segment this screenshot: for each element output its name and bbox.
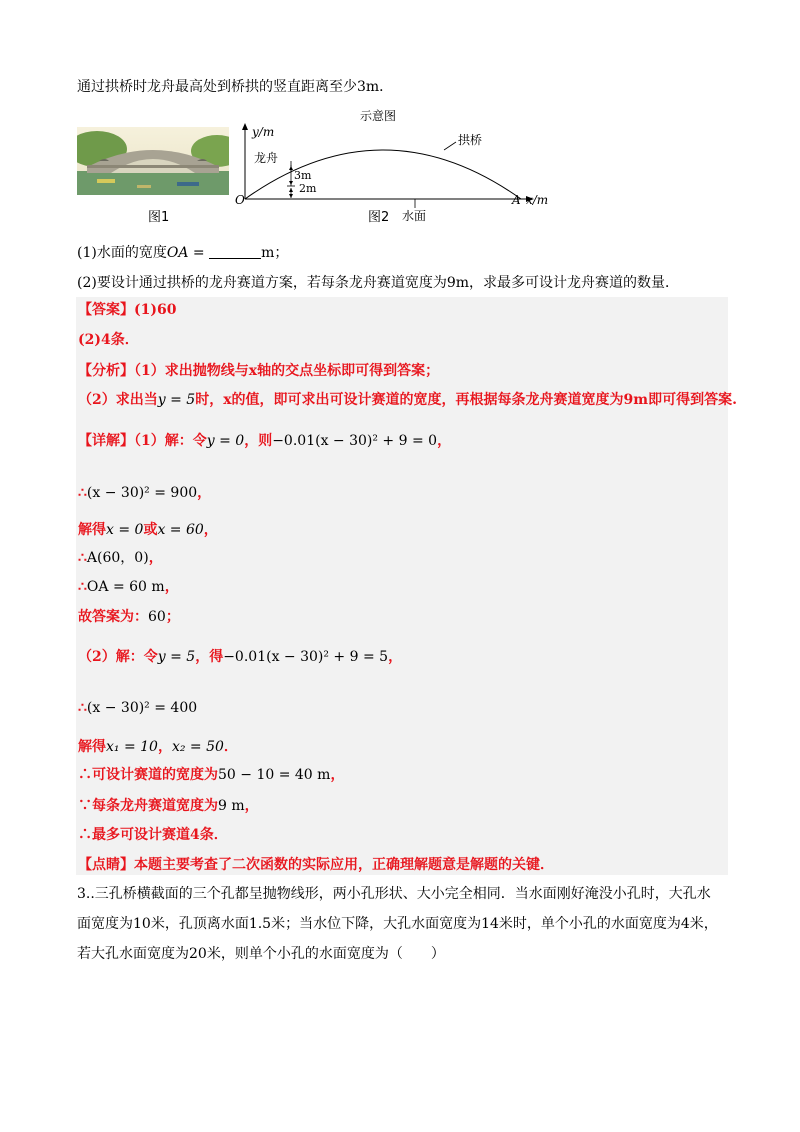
- origin-label: O: [235, 193, 245, 207]
- detail-t4b: 50 − 10 = 40 m: [218, 767, 331, 783]
- x-axis-label: x/m: [526, 193, 549, 207]
- detail-t3b: x₁ = 10: [106, 739, 158, 755]
- detail-s3d: x = 60: [157, 522, 204, 538]
- detail-line-8: [78, 699, 197, 717]
- detail-s6b: 60: [148, 609, 166, 625]
- q1-prefix: (1)水面的宽度: [77, 245, 167, 261]
- detail-t3e: ．: [223, 739, 238, 755]
- detail-s5a: ∴: [78, 579, 87, 595]
- label-2m: 2m: [299, 182, 317, 195]
- water-label: 水面: [402, 209, 427, 223]
- diagram-title: 示意图: [360, 109, 397, 123]
- detail-t2b: (x − 30)² = 400: [86, 700, 198, 716]
- analysis-line-2: [78, 391, 737, 409]
- detail-line-1: [78, 432, 451, 450]
- detail-t4a: ∴可设计赛道的宽度为: [78, 767, 218, 783]
- detail-s1a: （1）解：令: [134, 433, 207, 449]
- comment-line: [78, 856, 554, 874]
- arch-curve: [245, 150, 521, 199]
- intro-text: 通过拱桥时龙舟最高处到桥拱的竖直距离至少3m．: [77, 79, 394, 95]
- question-3-line-2: 面宽度为10米，孔顶离水面1.5米；当水位下降，大孔水面宽度为14米时，单个小孔的水面宽度为4米，: [77, 916, 718, 932]
- label-3m: 3m: [294, 169, 312, 182]
- detail-s1e: ，: [437, 433, 452, 449]
- detail-s1b: y = 0: [206, 433, 245, 449]
- detail-s3c: 或: [143, 522, 158, 538]
- question-1: (1)水面的宽度OA = m；: [77, 245, 289, 261]
- detail-line-3: [78, 521, 218, 539]
- detail-t1b: y = 5: [157, 649, 196, 665]
- detail-s2c: ，: [197, 485, 212, 501]
- detail-t3a: 解得: [78, 739, 106, 755]
- detail-t5b: 9 m: [218, 798, 245, 814]
- figure2-caption: 图2: [368, 210, 390, 225]
- detail-s1d: −0.01(x − 30)² + 9 = 0: [272, 433, 438, 449]
- answer-1: (1)60: [134, 302, 177, 318]
- detail-t1c: ，得: [195, 649, 224, 665]
- detail-s4b: A(60，0): [86, 550, 149, 566]
- bridge-photo: [77, 127, 229, 195]
- detail-s6c: ；: [165, 609, 180, 625]
- detail-line-2: [78, 484, 211, 502]
- detail-s6a: 故答案为：: [78, 609, 148, 625]
- detail-s4c: ，: [148, 550, 163, 566]
- q1-var: OA: [166, 245, 189, 261]
- question-2: (2)要设计通过拱桥的龙舟赛道方案，若每条龙舟赛道宽度为9m，求最多可设计龙舟赛道的数量．: [77, 275, 680, 291]
- detail-s3e: ，: [203, 522, 218, 538]
- detail-s3b: x = 0: [106, 522, 144, 538]
- answer-tag: 【答案】: [78, 302, 134, 318]
- detail-t1d: −0.01(x − 30)² + 9 = 5: [223, 649, 389, 665]
- answer-line-1: [78, 301, 176, 319]
- detail-t5c: ，: [244, 798, 259, 814]
- question-3-line-1: 3..三孔桥横截面的三个孔都呈抛物线形，两小孔形状、大小完全相同．当水面刚好淹没小孔时，大孔水: [77, 886, 711, 902]
- analysis-line-1: [78, 362, 439, 380]
- detail-line-5: [78, 578, 179, 596]
- detail-line-12: ∴最多可设计赛道4条．: [78, 827, 228, 843]
- detail-t3d: x₂ = 50: [171, 739, 224, 755]
- detail-t3c: ，: [157, 739, 172, 755]
- figure1-caption: 图1: [148, 210, 170, 225]
- point-a-label: A: [512, 193, 521, 207]
- detail-s4a: ∴: [78, 550, 87, 566]
- comment-tag: 【点睛】: [78, 857, 134, 873]
- analysis-tag: 【分析】: [78, 363, 134, 379]
- question-3-line-3: 若大孔水面宽度为20米，则单个小孔的水面宽度为（ ）: [77, 946, 445, 962]
- analysis-1: （1）求出抛物线与x轴的交点坐标即可得到答案；: [134, 363, 440, 379]
- q1-suffix: m；: [261, 245, 289, 261]
- analysis-2b: y = 5: [157, 392, 196, 408]
- analysis-2a: （2）求出当: [78, 392, 158, 408]
- arch-label: 拱桥: [458, 133, 483, 147]
- detail-line-9: [78, 738, 238, 756]
- detail-s5c: ，: [164, 579, 179, 595]
- detail-s2a: ∴: [78, 485, 87, 501]
- detail-line-10: [78, 766, 344, 784]
- detail-line-7: [78, 648, 402, 666]
- comment-text: 本题主要考查了二次函数的实际应用，正确理解题意是解题的关键．: [134, 857, 554, 873]
- detail-t2a: ∴: [78, 700, 87, 716]
- answer-line-2: (2)4条．: [78, 332, 139, 348]
- detail-s2b: (x − 30)² = 900: [86, 485, 198, 501]
- detail-t4c: ，: [330, 767, 345, 783]
- detail-s1c: ，则: [244, 433, 273, 449]
- y-axis-label: y/m: [252, 125, 275, 139]
- detail-t5a: ∵每条龙舟赛道宽度为: [78, 798, 218, 814]
- detail-s3a: 解得: [78, 522, 106, 538]
- detail-line-11: [78, 797, 259, 815]
- detail-tag: 【详解】: [78, 433, 134, 449]
- detail-s5b: OA = 60 m: [86, 579, 165, 595]
- boat-label: 龙舟: [254, 151, 279, 165]
- detail-line-4: [78, 549, 163, 567]
- detail-t1e: ，: [388, 649, 403, 665]
- detail-t1a: （2）解：令: [78, 649, 158, 665]
- detail-line-6: [78, 608, 180, 626]
- arch-diagram: [232, 106, 552, 226]
- analysis-2c: 时，x的值，即可求出可设计赛道的宽度，再根据每条龙舟赛道宽度为9m即可得到答案.: [195, 392, 737, 408]
- q1-blank: [209, 244, 261, 259]
